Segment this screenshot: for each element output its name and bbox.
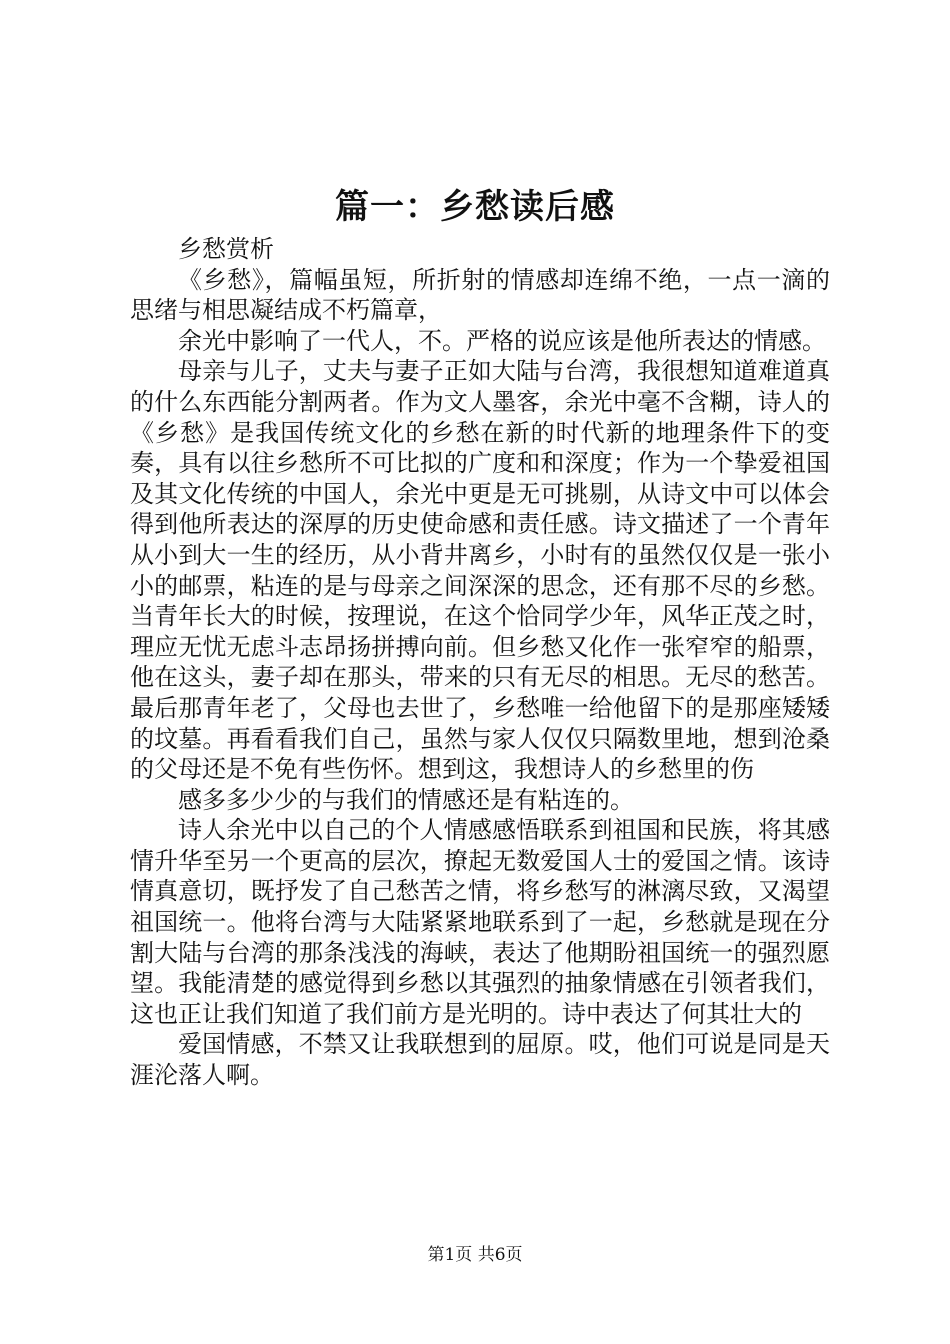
paragraph: 余光中影响了一代人，不。严格的说应该是他所表达的情感。 (178, 326, 826, 355)
paragraph: 诗人余光中以自己的个人情感感悟联系到祖国和民族，将其感情升华至另一个更高的层次，撩起无数爱国人士的爱国之情。该诗情真意切，既抒发了自己愁苦之情，将乡愁写的淋漓尽致，又渴望祖国统一。他将台湾与大陆紧紧地联系到了一起，乡愁就是现在分割大陆与台湾的那条浅浅的海峡，表达了他期盼祖国统一的强烈愿望。我能清楚的感觉得到乡愁以其强烈的抽象情感在引领者我们，这也正让我们知道了我们前方是光明的。诗中表达了何其壮大的 (130, 816, 830, 1028)
paragraph: 乡愁赏析 (178, 235, 274, 263)
page-number-footer: 第1页 共6页 (427, 1245, 523, 1265)
paragraph: 爱国情感，不禁又让我联想到的屈原。哎，他们可说是同是天涯沦落人啊。 (130, 1030, 830, 1090)
document-title: 篇一：乡愁读后感 (335, 187, 615, 227)
paragraph: 母亲与儿子，丈夫与妻子正如大陆与台湾，我很想知道难道真的什么东西能分割两者。作为文人墨客，余光中毫不含糊，诗人的《乡愁》是我国传统文化的乡愁在新的时代新的地理条件下的变奏，具有以往乡愁所不可比拟的广度和和深度；作为一个挚爱祖国及其文化传统的中国人，余光中更是无可挑剔，从诗文中可以体会得到他所表达的深厚的历史使命感和责任感。诗文描述了一个青年从小到大一生的经历，从小背井离乡，小时有的虽然仅仅是一张小小的邮票，粘连的是与母亲之间深深的思念，还有那不尽的乡愁。当青年长大的时候，按理说，在这个恰同学少年，风华正茂之时，理应无忧无虑斗志昂扬拼搏向前。但乡愁又化作一张窄窄的船票，他在这头，妻子却在那头，带来的只有无尽的相思。无尽的愁苦。最后那青年老了，父母也去世了，乡愁唯一给他留下的是那座矮矮的坟墓。再看看我们自己，虽然与家人仅仅只隔数里地，想到沧桑的父母还是不免有些伤怀。想到这，我想诗人的乡愁里的伤 (130, 357, 830, 784)
document-body (130, 234, 830, 1091)
paragraph: 感多多少少的与我们的情感还是有粘连的。 (178, 785, 634, 814)
paragraph: 《乡愁》，篇幅虽短，所折射的情感却连绵不绝，一点一滴的思绪与相思凝结成不朽篇章， (130, 265, 830, 325)
